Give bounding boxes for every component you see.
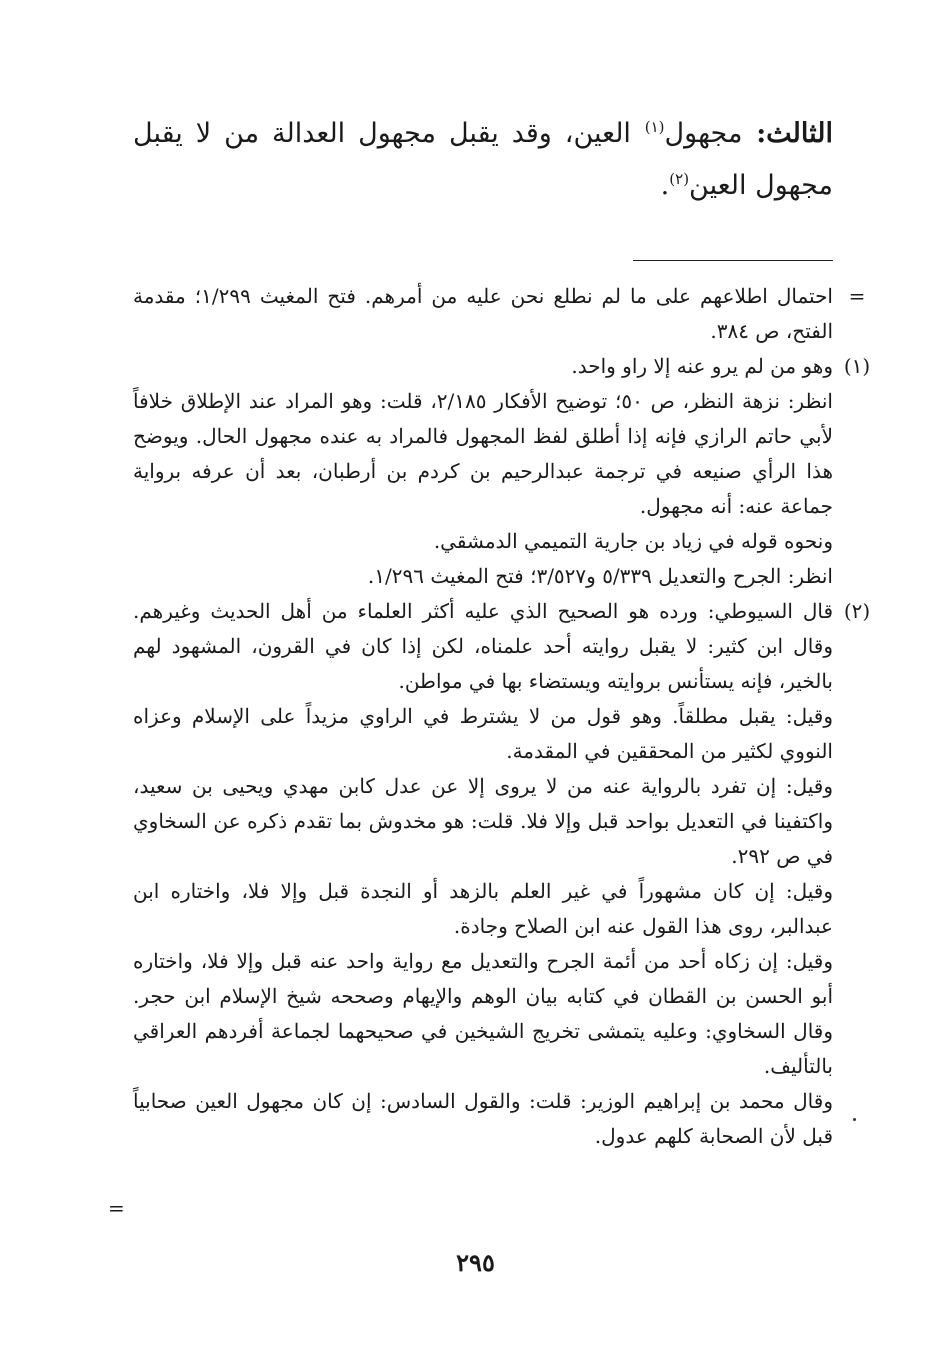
- footnote-separator: [633, 260, 833, 261]
- footnote-continued-text: احتمال اطلاعهم على ما لم نطلع نحن عليه من أمرهم. فتح المغيث ١/٢٩٩؛ مقدمة الفتح، ص ٣٨٤.: [133, 284, 833, 343]
- footnote-2-paragraph: وقيل: إن كان مشهوراً في غير العلم بالزهد أو النجدة قبل وإلا فلا، واختاره ابن عبدالبر، روى هذا القول عنه ابن الصلاح وجادة.: [133, 879, 834, 938]
- footnote-1-paragraph: انظر: نزهة النظر، ص ٥٠؛ توضيح الأفكار ٢/١٨٥، قلت: وهو المراد عند الإطلاق خلافاً لأبي حاتم الرازي فإنه إذا أطلق لفظ المجهول فالمراد به عنده مجهول الحال. ويوضح هذا الرأي صنيعه في ترجمة عبدالرحيم بن كردم بن أرطبان، بعد أن عرفه برواية جماعة عنه: أنه مجهول.: [133, 389, 833, 518]
- footnote-continues-marker: =: [108, 1196, 125, 1220]
- stray-dot: [853, 1118, 856, 1121]
- footnote-1: [133, 349, 871, 594]
- main-text: [133, 108, 833, 212]
- footnote-2-paragraph: وقيل: يقبل مطلقاً. وهو قول من لا يشترط في الراوي مزيداً على الإسلام وعزاه النووي لكثير من المحققين في المقدمة.: [133, 704, 833, 763]
- footnote-1-paragraph: ونحوه قوله في زياد بن جارية التميمي الدمشقي.: [433, 529, 833, 553]
- footnote-ref-2: (٢): [669, 170, 690, 188]
- footnote-1-marker: (١): [843, 354, 871, 378]
- footnote-continued-marker: =: [848, 284, 866, 308]
- footnotes: [133, 279, 871, 1154]
- footnote-continued: [133, 279, 866, 349]
- section-label: الثالث:: [756, 118, 833, 149]
- page-number: ٢٩٥: [456, 1248, 495, 1277]
- footnote-2-paragraph: قال السيوطي: ورده هو الصحيح الذي عليه أكثر العلماء من أهل الحديث وغيرهم. وقال ابن كثير: لا يقبل روايته أحد علمناه، لكن إذا كان في القرون، المشهود لهم بالخير، فإنه يستأنس بروايته ويستضاء بها في مواطن.: [133, 599, 833, 693]
- footnote-ref-1: (١): [644, 118, 665, 136]
- footnote-1-paragraph: وهو من لم يرو عنه إلا راو واحد.: [571, 354, 833, 378]
- footnote-2-paragraph: وقيل: إن تفرد بالرواية عنه من لا يروى إلا عن عدل كابن مهدي ويحيى بن سعيد، واكتفينا في التعديل بواحد قبل وإلا فلا. قلت: هو مخدوش بما تقدم ذكره عن السخاوي في ص ٢٩٢.: [133, 774, 833, 868]
- footnote-2: [133, 594, 871, 1154]
- main-text-part-2: العين، وقد يقبل مجهول العدالة من لا يقبل مجهول العين: [133, 118, 833, 201]
- footnote-2-paragraph: وقيل: إن زكاه أحد من أئمة الجرح والتعديل مع رواية واحد عنه قبل وإلا فلا، واختاره أبو الحسن بن القطان في كتابه بيان الوهم والإيهام وصححه شيخ الإسلام ابن حجر. وقال السخاوي: وعليه يتمشى تخريج الشيخين في صحيحهما لجماعة أفردهم العراقي بالتأليف.: [133, 949, 833, 1078]
- main-text-part-1: مجهول: [664, 118, 743, 149]
- footnote-1-paragraph: انظر: الجرح والتعديل ٥/٣٣٩ و٣/٥٢٧؛ فتح المغيث ١/٢٩٦.: [367, 564, 833, 588]
- footnote-2-paragraph: وقال محمد بن إبراهيم الوزير: قلت: والقول السادس: إن كان مجهول العين صحابياً قبل لأن الصحابة كلهم عدول.: [133, 1089, 833, 1148]
- footnote-2-marker: (٢): [843, 599, 871, 623]
- main-text-part-3: .: [660, 170, 670, 201]
